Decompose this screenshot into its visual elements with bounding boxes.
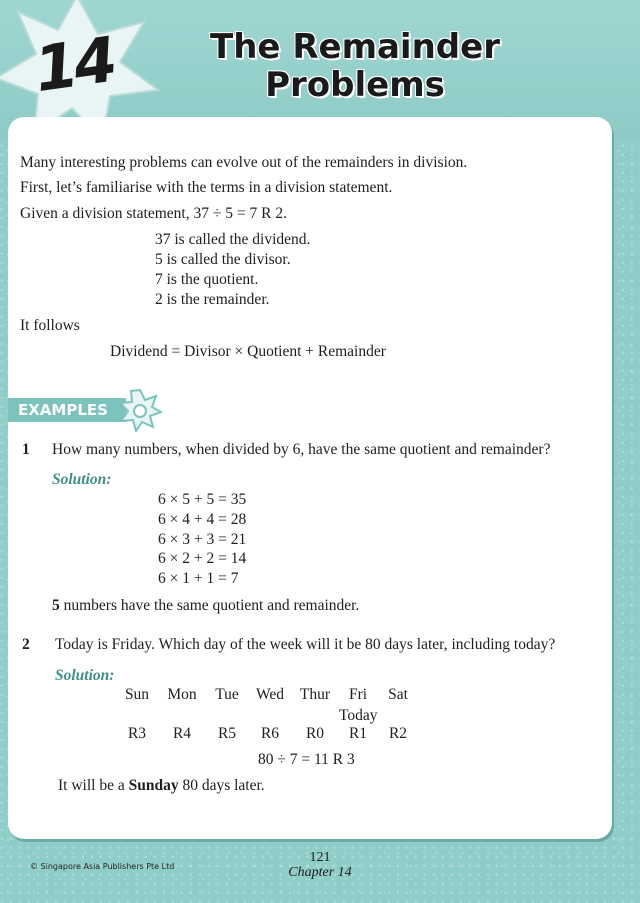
example-2-number: 2: [22, 636, 30, 653]
example-2-answer-pre: It will be a: [58, 777, 129, 794]
copyright: © Singapore Asia Publishers Pte Ltd: [30, 862, 175, 871]
gear-icon: [118, 388, 162, 432]
example-1-line: 6 × 4 + 4 = 28: [158, 511, 247, 528]
remainder-cell: R3: [127, 725, 147, 742]
day-header: Sat: [388, 686, 408, 703]
example-2-solution-label: Solution:: [55, 667, 115, 684]
chapter-label: Chapter 14: [288, 865, 352, 880]
remainder-cell: R2: [388, 725, 408, 742]
example-1-solution-label: Solution:: [52, 471, 112, 488]
term-quotient: 7 is the quotient.: [155, 271, 259, 288]
example-1-line: 6 × 3 + 3 = 21: [158, 531, 247, 548]
example-1-answer-bold: 5: [52, 597, 60, 614]
day-header: Sun: [124, 686, 150, 703]
title-line-1: The Remainder: [210, 27, 500, 67]
chapter-number: 14: [30, 22, 118, 107]
example-1-line: 6 × 5 + 5 = 35: [158, 491, 247, 508]
term-dividend: 37 is called the dividend.: [155, 231, 311, 248]
page-number: 121: [309, 850, 331, 865]
term-divisor: 5 is called the divisor.: [155, 251, 291, 268]
day-header: Fri: [348, 686, 368, 703]
remainder-cell: R6: [260, 725, 280, 742]
example-2-answer-bold: Sunday: [128, 777, 179, 794]
day-header: Mon: [167, 686, 197, 703]
day-header: Tue: [215, 686, 239, 703]
today-label: Today: [339, 707, 378, 724]
example-1-answer: [52, 596, 359, 616]
intro-line-3: Given a division statement, 37 ÷ 5 = 7 R 2.: [20, 205, 287, 222]
intro-line-1: Many interesting problems can evolve out of the remainders in division.: [20, 154, 468, 171]
examples-label: EXAMPLES: [8, 398, 126, 422]
remainder-cell: R5: [217, 725, 237, 742]
division-line: 80 ÷ 7 = 11 R 3: [258, 751, 355, 768]
example-1-question: How many numbers, when divided by 6, have the same quotient and remainder?: [52, 441, 551, 458]
example-1-number: 1: [22, 441, 30, 458]
it-follows: It follows: [20, 317, 80, 334]
intro-line-2: First, let’s familiarise with the terms in a division statement.: [20, 179, 393, 196]
title-line-2: Problems: [265, 65, 445, 105]
example-2-question: Today is Friday. Which day of the week will it be 80 days later, including today?: [55, 636, 556, 653]
day-header: Thur: [299, 686, 331, 703]
remainder-cell: R4: [172, 725, 192, 742]
example-1-answer-rest: numbers have the same quotient and remainder.: [59, 597, 360, 614]
term-remainder: 2 is the remainder.: [155, 291, 270, 308]
formula: Dividend = Divisor × Quotient + Remainder: [110, 343, 386, 360]
example-1-line: 6 × 2 + 2 = 14: [158, 550, 247, 567]
day-header: Wed: [255, 686, 285, 703]
remainder-cell: R0: [305, 725, 325, 742]
remainder-cell: R1: [348, 725, 368, 742]
example-2-answer-post: 80 days later.: [178, 777, 265, 794]
page-title: [190, 28, 520, 104]
example-2-answer: [58, 776, 265, 796]
example-1-line: 6 × 1 + 1 = 7: [158, 570, 239, 587]
